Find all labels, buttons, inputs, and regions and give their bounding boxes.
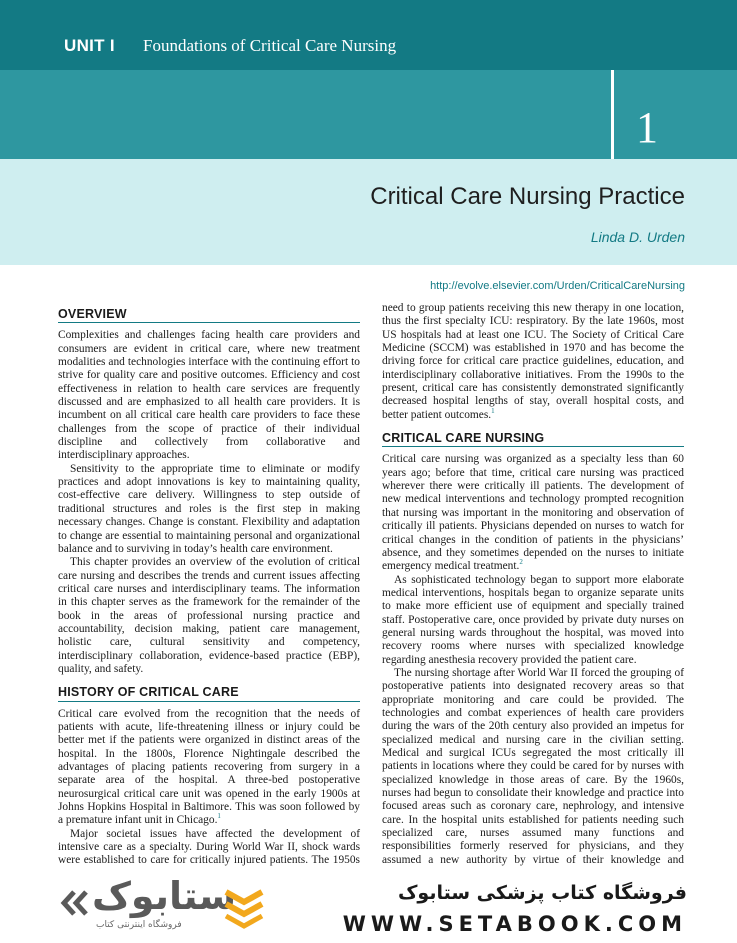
- shop-name: فروشگاه کتاب پزشکی ستابوک: [397, 882, 687, 904]
- chapter-title: Critical Care Nursing Practice: [370, 183, 685, 210]
- nursing-paragraph-3: The nursing shortage after World War II forced the grouping of postoperative patients into designated recovery areas so that appropriate monitoring and care could be provided. The technologies and combat experiences of health care providers during the wars of the 20th century also provided an impetus for specialized medical and nursing care in the civilian setting. Medical and surgical ICUs segregated the most critically ill patients in locations where they could be cared for by nurses with specialized knowledge in those areas of care. By the 1960s, nurses had begun to consolidate their knowledge and practice into focused areas such as coronary care, nephrology, and intensive care. In the hospital units established for patients needing such specialized care, nurses assumed many functions and responsibilities formerly reserved for physicians, and they assumed a new authority by virtue of their knowledge and: [382, 666, 684, 866]
- evolve-url-link[interactable]: http://evolve.elsevier.com/Urden/CriticalCareNursing: [430, 280, 685, 292]
- chapter-number: 1: [636, 103, 658, 152]
- logo-tagline: فروشگاه اینترنتی کتاب: [96, 920, 182, 930]
- critical-care-nursing-heading: CRITICAL CARE NURSING: [382, 432, 684, 447]
- chapter-band: [0, 70, 611, 159]
- site-url[interactable]: WWW.SETABOOK.COM: [342, 912, 687, 936]
- nursing-paragraph-2: As sophisticated technology began to support more elaborate medical interventions, hospitals began to organize separate units to make more efficient use of equipment and specially trained staff. Postoperative care, once provided by private duty nurses on general nursing wards throughout the hospital, was moved into recovery rooms where nurses with specialized knowledge regarding anesthesia recovery provided the patient care.: [382, 573, 684, 666]
- left-column: [58, 300, 360, 870]
- double-chevron-left-icon: [60, 888, 90, 918]
- history-heading: HISTORY OF CRITICAL CARE: [58, 686, 360, 701]
- chapter-number-box: [611, 70, 737, 159]
- history-continued-text: need to group patients receiving this new therapy in one location, thus the first specialty ICU: respiratory. By the late 1960s, most US hospitals had at least one ICU. The Society of Critical Care Medicine (SCCM) was established in 1970 and has become the driving force for critical care practice guidelines, education, and interdisciplinary collaborative initiatives. From the 1990s to the present, critical care has consistently demonstrated significantly decreased hospital lengths of stay, overall hospital costs, and better patient outcomes.: [382, 302, 684, 421]
- reference-marker: 1: [217, 812, 221, 821]
- nursing-paragraph-1-text: Critical care nursing was organized as a specialty less than 60 years ago; before that time, critical care nursing was practiced wherever there were critically ill patients. The development of new medical interventions and technology prompted recognition that nursing was important in the monitoring and observation of critically ill patients. Physicians depended on nurses to watch for critical changes in the condition of patients in the physicians’ absence, and they sometimes depended on the nurses to initiate emergency medical treatment.: [382, 453, 684, 573]
- history-paragraph-1-text: Critical care evolved from the recognition that the needs of patients with acute, life-threatening illness or injury could be better met if the patients were organized in distinct areas of the hospital. In the 1800s, Florence Nightingale described the advantages of placing patients recovering from surgery in a separate area of the hospital. A three-bed postoperative neurosurgical critical care unit was opened in the early 1900s at Johns Hopkins Hospital in Baltimore. This was soon followed by a premature infant unit in Chicago.: [58, 707, 360, 827]
- overview-paragraph-2: Sensitivity to the appropriate time to eliminate or modify practices and adopt innovations is key to maintaining quality, cost-effective care delivery. Willingness to step outside of traditional structures and roles is the first step in making necessary changes. Change is constant. Flexibility and adaptation to change are essential to maintaining personal and organizational balance and to surviving in today’s health care environment.: [58, 462, 360, 555]
- unit-header-bar: [0, 0, 737, 70]
- author-name: Linda D. Urden: [590, 229, 685, 245]
- watermark-banner: [0, 868, 737, 943]
- reference-marker: 1: [491, 406, 495, 415]
- overview-heading: OVERVIEW: [58, 308, 360, 323]
- history-paragraph-2: Major societal issues have affected the development of intensive care as a specialty. During World War II, shock wards were established to care for critically injured patients. The 1950s: [58, 827, 360, 867]
- overview-paragraph-3: This chapter provides an overview of the evolution of critical care nursing and describes the trends and current issues affecting critical care nurses and interdisciplinary teams. The information in this chapter serves as the framework for the remainder of the book in the areas of professional nursing practice and accountability, decision making, patient care management, holistic care, cultural sensitivity and competency, interdisciplinary collaboration, evidence-based practice (EBP), quality, and safety.: [58, 556, 360, 675]
- title-band: [0, 159, 737, 265]
- unit-label: UNIT I: [64, 36, 115, 55]
- history-paragraph-continued: [382, 302, 684, 422]
- history-paragraph-1: [58, 708, 360, 828]
- right-column: [382, 302, 684, 872]
- book-logo-icon: [222, 886, 266, 926]
- unit-title: Foundations of Critical Care Nursing: [143, 36, 397, 55]
- reference-marker: 2: [519, 558, 523, 567]
- nursing-paragraph-1: [382, 453, 684, 573]
- logo-text: ستابوک: [92, 874, 237, 918]
- overview-paragraph-1: Complexities and challenges facing health care providers and consumers are evident in critical care, where new treatment modalities and technologies interface with the continuing effort to strive for quality care and positive outcomes. Efficiency and cost effectiveness in relation to health care services are frequently discussed and are emphasized to all health care providers. It is incumbent on all critical care health care providers to face these challenges from the scope of practice of their individual discipline and collectively from collaborative and interdisciplinary approaches.: [58, 329, 360, 462]
